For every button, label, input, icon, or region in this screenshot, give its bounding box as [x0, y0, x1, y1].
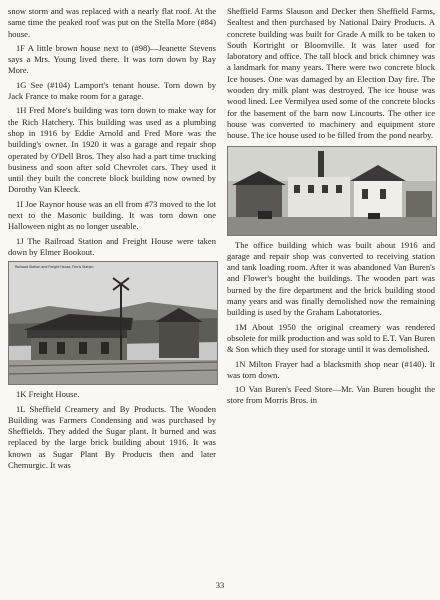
page-number: 33: [215, 580, 225, 590]
railroad-station-photo-image: [9, 262, 217, 384]
paragraph-1n: 1N Milton Frayer had a blacksmith shop near (#140). It was torn down.: [227, 358, 435, 380]
paragraph-1o: 1O Van Buren's Feed Store—Mr. Van Buren bought the store from Morris Bros. in: [227, 384, 435, 406]
creamery-photo: [227, 146, 437, 236]
paragraph-1h: 1H Fred More's building was torn down to make way for the Rich Hatchery. This building was used as a plumbing shop in 1916 by Eddie Arnold and Fred More was the building's owner. In 1920 it was a garage and repair shop operated by O'Dell Bros. They also had a part time trucking business and soon after sold Chevrolet cars. They used it until they built the concrete block building now owned by Dorothy Van Kleeck.: [8, 105, 216, 195]
right-column: [227, 6, 435, 410]
paragraph-1g: 1G See (#104) Lamport's tenant house. Torn down by Jack France to make room for a garage.: [8, 79, 216, 102]
paragraph-office-building: The office building which was built about 1916 and garage and repair shop was converted to receiving station and tank loading room. After it was abandoned Van Buren's and Flower's bought the buildings. The wooden part was burned by the fire department and the brick building stood many years and was finally demolished now the remaining building is used by the Graham Laboratories.: [227, 239, 435, 318]
paragraph-1f: 1F A little brown house next to (#98)—Jeanette Stevens says a Mrs. Young lived there. It was torn down by Ray More.: [8, 42, 216, 76]
creamery-photo-image: [228, 147, 436, 235]
paragraph-1j: 1J The Railroad Station and Freight House were taken down by Elmer Bookout.: [8, 235, 216, 257]
left-column: [8, 6, 216, 474]
paragraph-1m: 1M About 1950 the original creamery was rendered obsolete for milk production and was sold to E.T. Van Buren & Son which they used for storage until it was demolished.: [227, 321, 435, 355]
railroad-station-photo: [8, 261, 218, 385]
paragraph-1k: 1K Freight House.: [16, 389, 80, 400]
photo-caption: Railroad Station and Freight House, Ferris Station: [15, 265, 94, 270]
paragraph-1i: 1I Joe Raynor house was an ell from #73 moved to the lot next to the Masonic building. It was torn down one Halloween night as no longer useable.: [8, 198, 216, 232]
paragraph-continued: snow storm and was replaced with a nearly flat roof. At the same time the peaked roof was put on the Stella More (#84) house.: [8, 6, 216, 39]
paragraph-1l-continued: Sheffield Farms Slauson and Decker then Sheffield Farms, Sealtest and then purchased by National Dairy Products. A concrete building was built for Grade A milk to be taken to South Kortright or Bloomville. It was later used for laboratory and office. The tall block and brick chimney was a landmark for many years. There were two concrete block Ice houses. One was damaged by an Election Day fire. The wooden dry milk plant was destroyed. The ice house was wood lined. Lee Vermilyea used some of the concrete blocks for the basement of the barn now Lincourts. The other ice house was converted to machinery and equipment store house. The ice house used to be filled from the pond nearby.: [227, 6, 435, 141]
paragraph-1l: 1L Sheffield Creamery and By Products. The Wooden Building was Farmers Condensing and was purchased by Sheffields. They added the Sugar plant. It burned and was replaced by the large brick building about 1916. It was known as Sugar Plant By Products then and later Chemurgic. It was: [8, 403, 216, 471]
